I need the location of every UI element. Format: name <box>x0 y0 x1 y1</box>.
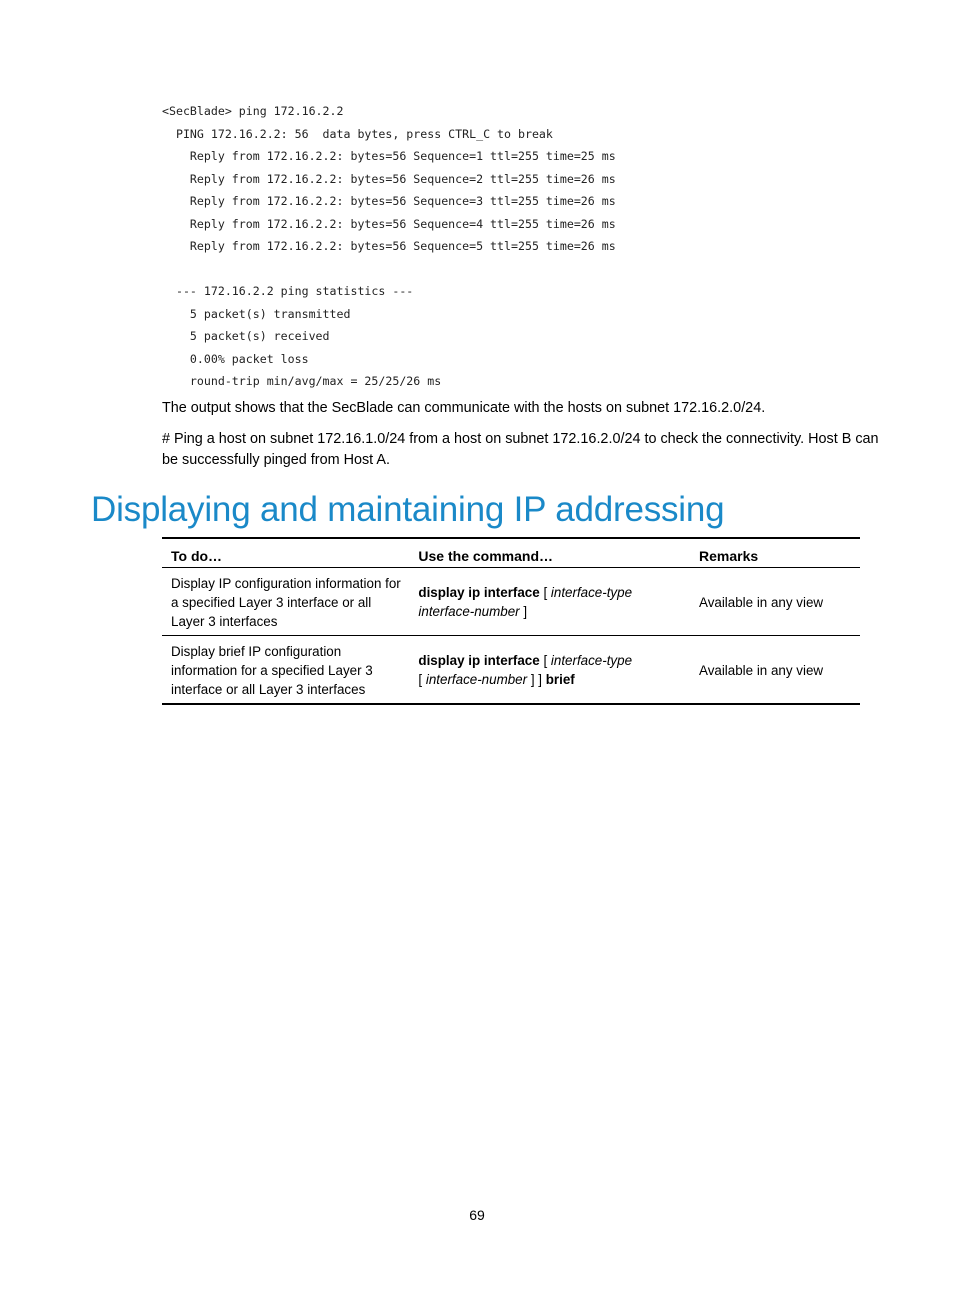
command-argument: interface-number <box>418 604 520 619</box>
table-header-row <box>162 538 860 568</box>
command-keyword: brief <box>545 672 575 687</box>
command-argument: interface-number <box>425 672 528 687</box>
header-command: Use the command… <box>409 538 690 568</box>
command-table <box>162 537 860 705</box>
header-remarks: Remarks <box>690 538 860 568</box>
code-line: Reply from 172.16.2.2: bytes=56 Sequence=3 ttl=255 time=26 ms <box>162 194 616 208</box>
code-line: 0.00% packet loss <box>162 351 309 366</box>
todo-cell: Display brief IP configuration information for a specified Layer 3 interface or all Layer 3 interfaces <box>162 636 409 705</box>
command-bracket: ] ] <box>527 672 546 687</box>
page-number: 69 <box>469 1207 485 1223</box>
table-row <box>162 568 860 636</box>
todo-cell: Display IP configuration information for a specified Layer 3 interface or all Layer 3 interfaces <box>162 568 409 636</box>
header-todo: To do… <box>162 538 409 568</box>
cli-output-block <box>162 100 616 393</box>
code-line: Reply from 172.16.2.2: bytes=56 Sequence=1 ttl=255 time=25 ms <box>162 149 616 163</box>
code-line: round-trip min/avg/max = 25/25/26 ms <box>162 374 442 388</box>
code-line: --- 172.16.2.2 ping statistics --- <box>162 284 414 298</box>
ping-note-paragraph: # Ping a host on subnet 172.16.1.0/24 from a host on subnet 172.16.2.0/24 to check the connectivity. Host B can be successfully pinged from Host A. <box>162 431 879 468</box>
command-bracket: [ <box>539 653 551 668</box>
command-cell <box>409 636 690 705</box>
command-keyword: display ip interface <box>418 653 540 668</box>
command-keyword: display ip interface <box>418 585 540 600</box>
remarks-cell: Available in any view <box>690 636 860 705</box>
command-argument: interface-type <box>550 653 633 668</box>
command-argument: interface-type <box>550 585 633 600</box>
code-line: 5 packet(s) transmitted <box>162 306 351 321</box>
code-line: 5 packet(s) received <box>162 329 330 343</box>
table-row <box>162 636 860 705</box>
code-line: Reply from 172.16.2.2: bytes=56 Sequence=2 ttl=255 time=26 ms <box>162 171 616 186</box>
command-bracket: ] <box>519 604 528 619</box>
code-line <box>162 258 616 281</box>
output-note-paragraph: The output shows that the SecBlade can communicate with the hosts on subnet 172.16.2.0/24. <box>162 400 766 416</box>
remarks-cell: Available in any view <box>690 568 860 636</box>
command-bracket: [ <box>539 585 551 600</box>
command-cell <box>409 568 690 636</box>
section-heading: Displaying and maintaining IP addressing <box>91 490 725 529</box>
code-line: <SecBlade> ping 172.16.2.2 <box>162 104 344 118</box>
command-bracket: [ <box>418 672 426 687</box>
code-line: PING 172.16.2.2: 56 data bytes, press CTRL_C to break <box>162 126 553 141</box>
code-line: Reply from 172.16.2.2: bytes=56 Sequence=4 ttl=255 time=26 ms <box>162 216 616 231</box>
code-line: Reply from 172.16.2.2: bytes=56 Sequence=5 ttl=255 time=26 ms <box>162 239 616 253</box>
